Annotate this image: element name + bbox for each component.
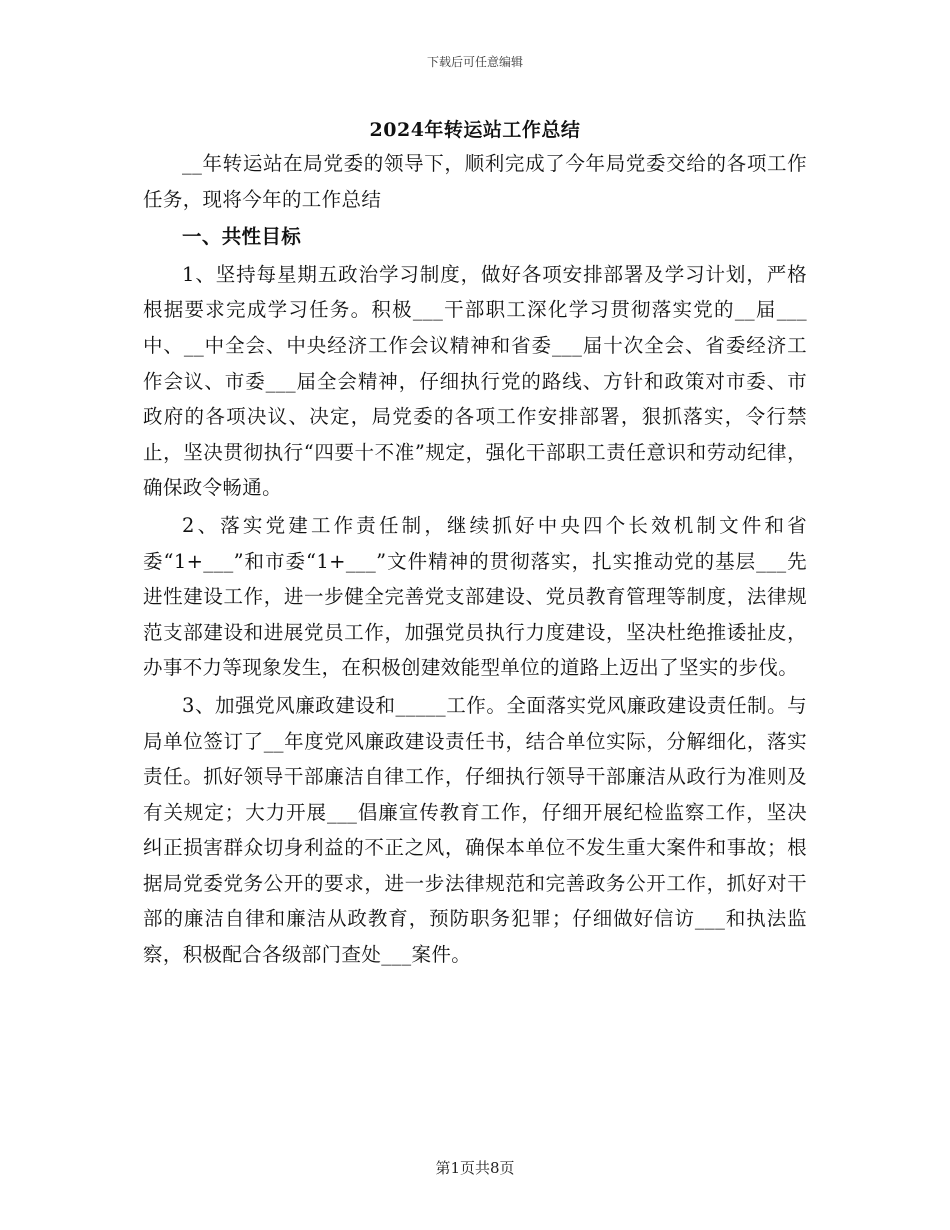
intro-paragraph: __年转运站在局党委的领导下，顺利完成了今年局党委交给的各项工作任务，现将今年的工作总结 [143,152,807,211]
page-footer: 第1页共8页 [435,1159,515,1177]
body-paragraph: 2、落实党建工作责任制，继续抓好中央四个长效机制文件和省委“1+___”和市委“1+___”文件精神的贯彻落实，扎实推动党的基层___先进性建设工作，进一步健全完善党支部建设、党员教育管理等制度，法律规范支部建设和进展党员工作，加强党员执行力度建设，坚决杜绝推诿扯皮，办事不力等现象发生，在积极创建效能型单位的道路上迈出了坚实的步伐。 [143,513,807,680]
document-body [143,146,807,973]
body-paragraph: 1、坚持每星期五政治学习制度，做好各项安排部署及学习计划，严格根据要求完成学习任务。积极___干部职工深化学习贯彻落实党的__届___中、__中全会、中央经济工作会议精神和省委___届十次全会、省委经济工作会议、市委___届全会精神，仔细执行党的路线、方针和政策对市委、市政府的各项决议、决定，局党委的各项工作安排部署，狠抓落实，令行禁止，坚决贯彻执行“四要十不准”规定，强化干部职工责任意识和劳动纪律，确保政令畅通。 [143,262,807,500]
document-title: 2024年转运站工作总结 [369,119,581,141]
body-paragraph: 3、加强党风廉政建设和_____工作。全面落实党风廉政建设责任制。与局单位签订了__年度党风廉政建设责任书，结合单位实际，分解细化，落实责任。抓好领导干部廉洁自律工作，仔细执行领导干部廉洁从政行为准则及有关规定；大力开展___倡廉宣传教育工作，仔细开展纪检监察工作，坚决纠正损害群众切身利益的不正之风，确保本单位不发生重大案件和事故；根据局党委党务公开的要求，进一步法律规范和完善政务公开工作，抓好对干部的廉洁自律和廉洁从政教育，预防职务犯罪；仔细做好信访___和执法监察，积极配合各级部门查处___案件。 [143,693,807,967]
header-note: 下载后可任意编辑 [426,55,523,69]
section-heading: 一、共性目标 [182,225,302,249]
